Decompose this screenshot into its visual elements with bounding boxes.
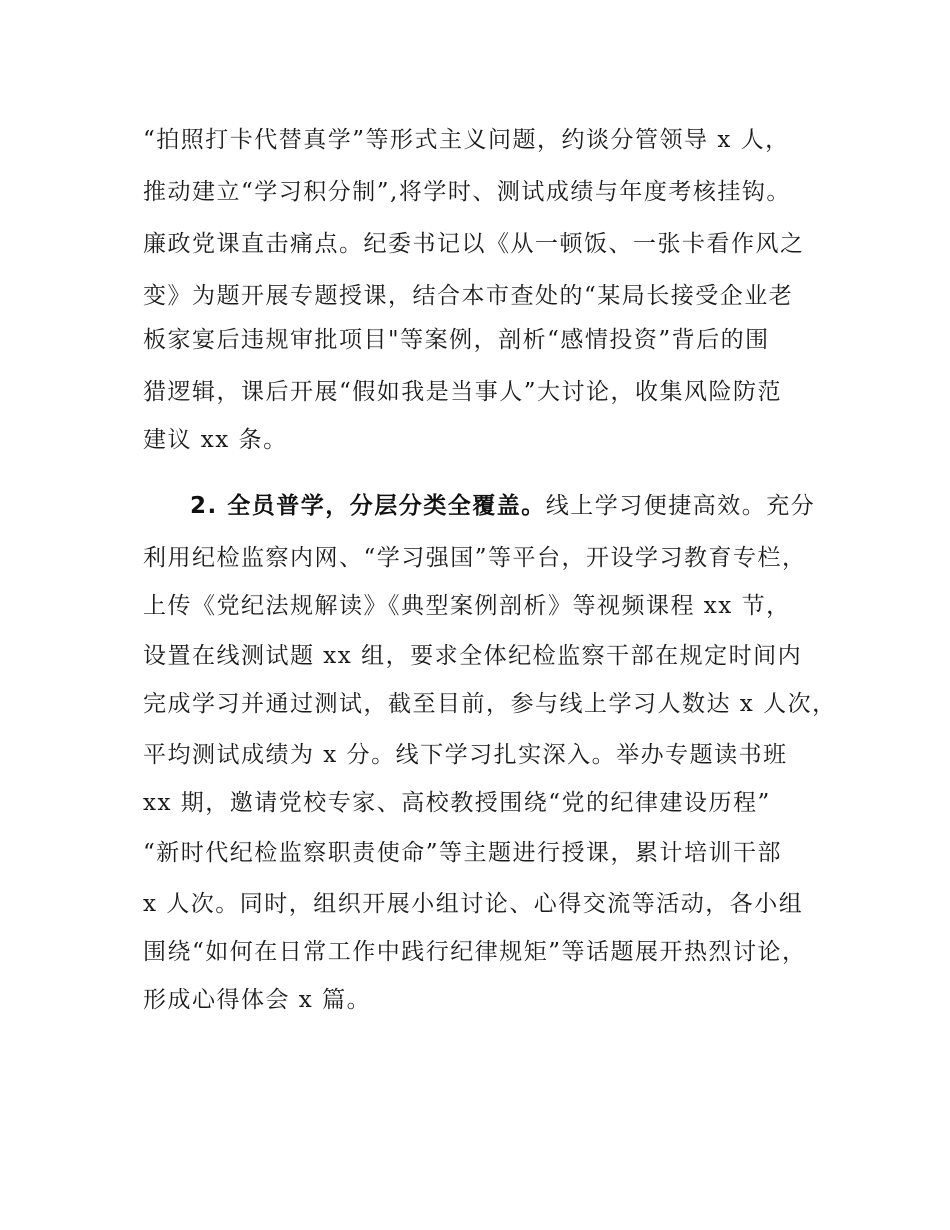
text-line: 利用纪检监察内网、“学习强国”等平台，开设学习教育专栏，	[143, 545, 807, 571]
text-line-rest: 线上学习便捷高效。充分	[545, 493, 816, 519]
text-line: 上传《党纪法规解读》《典型案例剖析》等视频课程 xx 节，	[143, 593, 791, 619]
section-heading: 2. 全员普学，分层分类全覆盖。	[190, 493, 546, 519]
text-line: 变》为题开展专题授课，结合本市查处的“某局长接受企业老	[143, 283, 794, 309]
text-line: xx 期，邀请党校专家、高校教授围绕“党的纪律建设历程”	[143, 790, 771, 816]
text-line: x 人次。同时，组织开展小组讨论、心得交流等活动，各小组	[143, 891, 804, 917]
text-line: 廉政党课直击痛点。纪委书记以《从一顿饭、一张卡看作风之	[143, 231, 805, 257]
paragraph-first-line	[190, 491, 815, 521]
text-line: “新时代纪检监察职责使命”等主题进行授课，累计培训干部	[143, 840, 783, 866]
text-line: 平均测试成绩为 x 分。线下学习扎实深入。举办专题读书班	[143, 742, 788, 768]
text-line: “拍照打卡代替真学”等形式主义问题，约谈分管领导 x 人，	[143, 127, 790, 153]
text-line: 推动建立“学习积分制”,将学时、测试成绩与年度考核挂钩。	[143, 179, 791, 205]
text-line: 设置在线测试题 xx 组，要求全体纪检监察干部在规定时间内	[143, 643, 803, 669]
text-line: 围绕“如何在日常工作中践行纪律规矩”等话题展开热烈讨论，	[143, 939, 807, 965]
text-line: 完成学习并通过测试，截至目前，参与线上学习人数达 x 人次，	[143, 691, 837, 717]
text-line: 建议 xx 条。	[143, 427, 288, 453]
text-line: 猎逻辑，课后开展“假如我是当事人”大讨论，收集风险防范	[143, 379, 783, 405]
text-line: 板家宴后违规审批项目"等案例，剖析“感情投资”背后的围	[143, 327, 770, 353]
text-line: 形成心得体会 x 篇。	[143, 987, 372, 1013]
